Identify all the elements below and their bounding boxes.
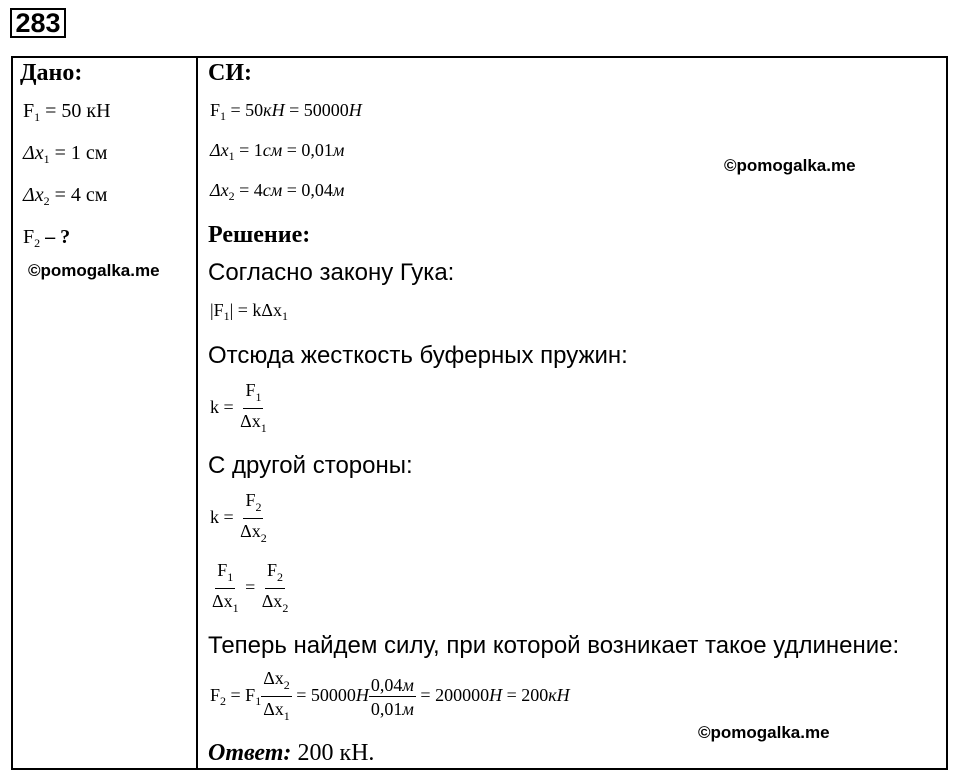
solution-line-other-side: С другой стороны: [208,452,413,479]
si-dx2: $\Delta x_2 = 4см = 0,04м$ [210,180,345,203]
given-header: Дано: [20,60,83,86]
column-divider [196,56,198,770]
si-f1: $F_1 = 50кН = 50000Н$ [210,100,362,123]
watermark: ©pomogalka.me [28,261,160,280]
given-f2-unknown: $F_2$ – ? [23,226,71,250]
si-header: СИ: [208,60,252,86]
formula-k1: k = $\frac{F_1}{\Delta x_1}$ [210,380,267,435]
watermark: ©pomogalka.me [724,156,856,175]
solution-header: Решение: [208,222,311,248]
formula-final: $F_2 = F_1$ $\frac{\Delta x_2}{\Delta x_1}$ = 50000Н $\frac{0,04м}{0,01м}$ = 200000Н = 200кН [210,668,570,723]
solution-line-find-force: Теперь найдем силу, при которой возникает такое удлинение: [208,632,900,659]
formula-hooke: $|F_1| = k\Delta x_1$ [210,300,288,323]
given-dx2: $\Delta x_2 = 4$ см [23,184,108,208]
given-dx1: $\Delta x_1 = 1$ см [23,142,108,166]
si-dx1: $\Delta x_1 = 1см = 0,01м$ [210,140,345,163]
solution-line-hooke: Согласно закону Гука: [208,259,455,286]
answer: Ответ: 200 кН. [208,740,375,766]
given-f1: $F_1 = 50$ кН [23,100,111,124]
formula-k2: k = $\frac{F_2}{\Delta x_2}$ [210,490,267,545]
watermark: ©pomogalka.me [698,723,830,742]
problem-number: 283 [10,8,66,38]
formula-ratio: $\frac{F_1}{\Delta x_1}$ = $\frac{F_2}{\Delta x_2}$ [212,560,289,615]
solution-line-stiffness: Отсюда жесткость буферных пружин: [208,342,628,369]
